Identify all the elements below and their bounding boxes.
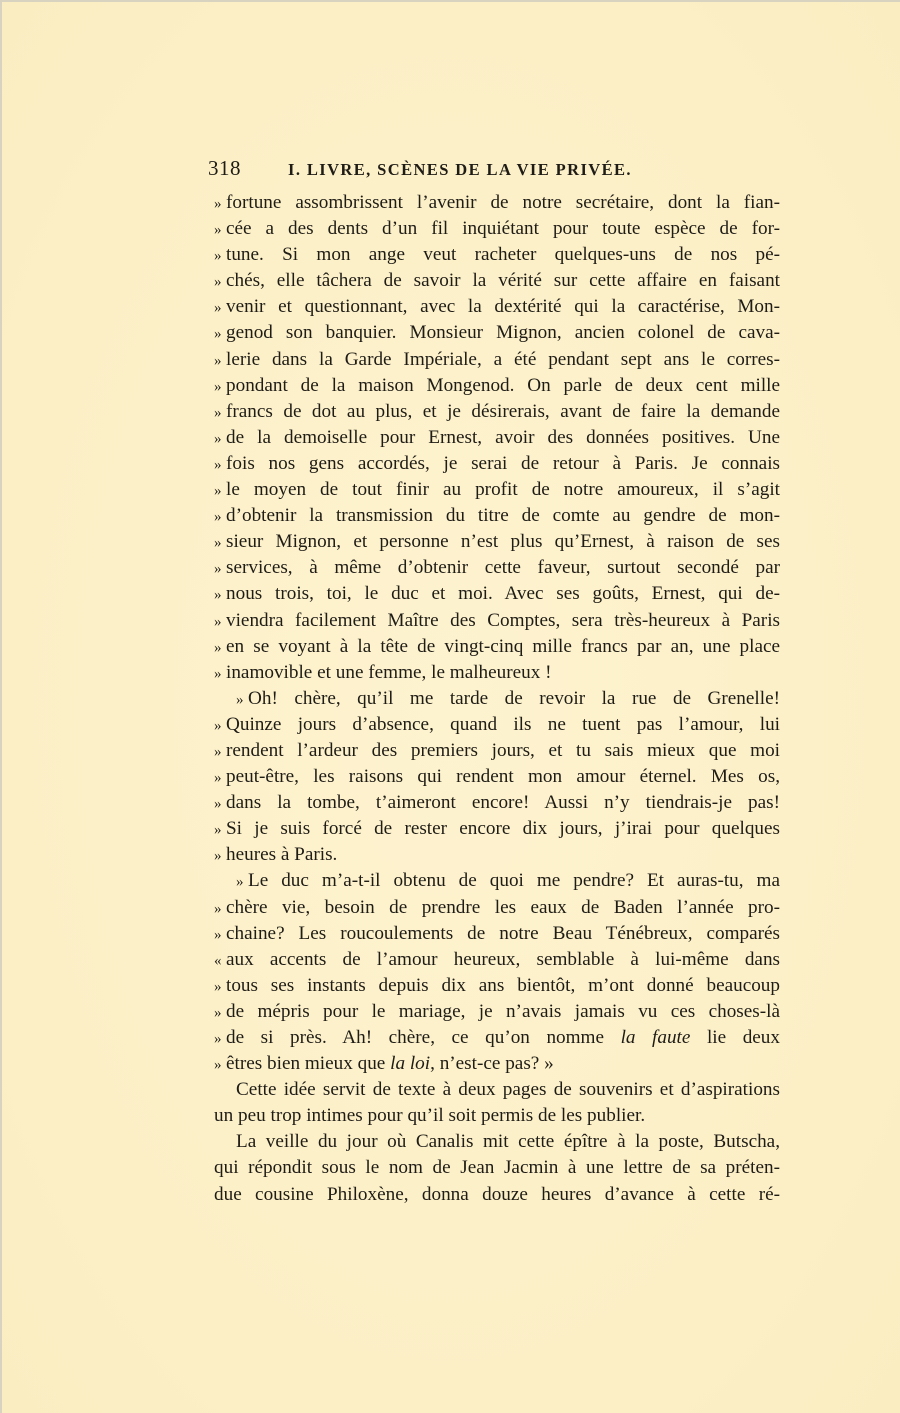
- guillemet: »: [214, 352, 222, 369]
- text-line: » en se voyant à la tête de vingt-cinq mille francs par an, une place: [214, 634, 780, 660]
- guillemet: »: [214, 1004, 222, 1021]
- text-line: » de mépris pour le mariage, je n’avais jamais vu ces choses-là: [214, 999, 780, 1025]
- text-line: » services, à même d’obtenir cette faveur, surtout secondé par: [214, 555, 780, 581]
- paragraph: [214, 1129, 780, 1207]
- guillemet: »: [214, 1031, 222, 1047]
- text-line: » francs de dot au plus, et je désirerais, avant de faire la demande: [214, 399, 780, 425]
- text-line: » Si je suis forcé de rester encore dix jours, j’irai pour quelques: [214, 816, 780, 842]
- guillemet: »: [214, 509, 222, 526]
- text-line: » de si près. Ah! chère, ce qu’on nomme la faute lie deux: [214, 1025, 780, 1051]
- guillemet: »: [214, 848, 222, 865]
- text-line: » Oh! chère, qu’il me tarde de revoir la rue de Grenelle!: [214, 686, 780, 712]
- text-line: » de la demoiselle pour Ernest, avoir des données positives. Une: [214, 425, 780, 451]
- guillemet: »: [214, 326, 222, 343]
- guillemet: »: [214, 248, 222, 265]
- paragraph: [214, 686, 780, 869]
- running-head: I. LIVRE, SCÈNES DE LA VIE PRIVÉE.: [288, 160, 632, 179]
- page-number: 318: [208, 156, 241, 180]
- italic-phrase: la faute: [620, 1027, 691, 1048]
- guillemet: »: [214, 404, 222, 421]
- text-line: » tune. Si mon ange veut racheter quelques-uns de nos pé-: [214, 242, 780, 268]
- text-line: » rendent l’ardeur des premiers jours, et tu sais mieux que moi: [214, 738, 780, 764]
- guillemet: »: [214, 665, 222, 682]
- guillemet: »: [214, 222, 222, 239]
- guillemet: »: [214, 456, 222, 473]
- guillemet: »: [214, 822, 222, 839]
- page-header: [208, 156, 780, 186]
- text-line: » Le duc m’a-t-il obtenu de quoi me pendre? Et auras-tu, ma: [214, 868, 780, 894]
- text-line: » lerie dans la Garde Impériale, a été pendant sept ans le corres-: [214, 347, 780, 373]
- text-line: » tous ses instants depuis dix ans bientôt, m’ont donné beaucoup: [214, 973, 780, 999]
- text-line: La veille du jour où Canalis mit cette épître à la poste, Butscha,: [236, 1131, 780, 1153]
- guillemet: »: [214, 770, 222, 787]
- text-line: Cette idée servit de texte à deux pages de souvenirs et d’aspirations: [236, 1079, 780, 1101]
- text-line: » le moyen de tout finir au profit de notre amoureux, il s’agit: [214, 477, 780, 503]
- guillemet: »: [214, 743, 222, 760]
- italic-phrase: la loi: [390, 1053, 431, 1075]
- body-text: [214, 190, 780, 1208]
- guillemet: »: [214, 300, 222, 317]
- guillemet: »: [214, 535, 222, 552]
- guillemet: »: [214, 926, 222, 943]
- text-line: » venir et questionnant, avec la dextérité qui la caractérise, Mon-: [214, 294, 780, 320]
- text-line: » fois nos gens accordés, je serai de retour à Paris. Je connais: [214, 451, 780, 477]
- text-line: » fortune assombrissent l’avenir de notre secrétaire, dont la fian-: [214, 190, 780, 216]
- guillemet: »: [236, 874, 244, 891]
- text-line: » genod son banquier. Monsieur Mignon, ancien colonel de cava-: [214, 320, 780, 346]
- paragraph: [214, 190, 780, 686]
- text-line: » chère vie, besoin de prendre les eaux de Baden l’année pro-: [214, 895, 780, 921]
- text-line: » chés, elle tâchera de savoir la vérité sur cette affaire en faisant: [214, 268, 780, 294]
- text-line: » cée a des dents d’un fil inquiétant pour toute espèce de for-: [214, 216, 780, 242]
- guillemet: »: [214, 613, 222, 630]
- guillemet: »: [214, 378, 222, 395]
- guillemet: »: [214, 717, 222, 734]
- guillemet: »: [214, 430, 222, 447]
- guillemet: »: [214, 900, 222, 917]
- text-line: » d’obtenir la transmission du titre de comte au gendre de mon-: [214, 503, 780, 529]
- guillemet: »: [214, 1057, 222, 1074]
- guillemet: »: [214, 796, 222, 813]
- guillemet: »: [236, 691, 244, 708]
- text-line: » inamovible et une femme, le malheureux !: [214, 660, 780, 686]
- text-line: un peu trop intimes pour qu’il soit permis de les publier.: [214, 1105, 646, 1127]
- paragraph: [214, 1077, 780, 1129]
- guillemet: »: [214, 483, 222, 500]
- text-line: » êtres bien mieux que la loi, n’est-ce pas? »: [214, 1051, 780, 1077]
- text-line: » nous trois, toi, le duc et moi. Avec ses goûts, Ernest, qui de-: [214, 581, 780, 607]
- guillemet: »: [214, 978, 222, 995]
- guillemet: »: [214, 587, 222, 604]
- text-line: » chaine? Les roucoulements de notre Beau Ténébreux, comparés: [214, 921, 780, 947]
- text-line: » heures à Paris.: [214, 842, 780, 868]
- guillemet: »: [214, 274, 222, 291]
- text-line: » sieur Mignon, et personne n’est plus qu’Ernest, à raison de ses: [214, 529, 780, 555]
- guillemet: «: [214, 952, 222, 969]
- guillemet: »: [214, 561, 222, 578]
- paragraph: [214, 868, 780, 1077]
- text-line: » pondant de la maison Mongenod. On parle de deux cent mille: [214, 373, 780, 399]
- text-line: due cousine Philoxène, donna douze heures d’avance à cette ré-: [214, 1183, 780, 1205]
- text-line: » dans la tombe, t’aimeront encore! Aussi n’y tiendrais-je pas!: [214, 790, 780, 816]
- text-line: » peut-être, les raisons qui rendent mon amour éternel. Mes os,: [214, 764, 780, 790]
- text-line: qui répondit sous le nom de Jean Jacmin à une lettre de sa préten-: [214, 1157, 780, 1179]
- text-line: » viendra facilement Maître des Comptes, sera très-heureux à Paris: [214, 608, 780, 634]
- guillemet: »: [214, 196, 222, 212]
- text-line: « aux accents de l’amour heureux, semblable à lui-même dans: [214, 947, 780, 973]
- text-line: » Quinze jours d’absence, quand ils ne tuent pas l’amour, lui: [214, 712, 780, 738]
- guillemet: »: [214, 639, 222, 656]
